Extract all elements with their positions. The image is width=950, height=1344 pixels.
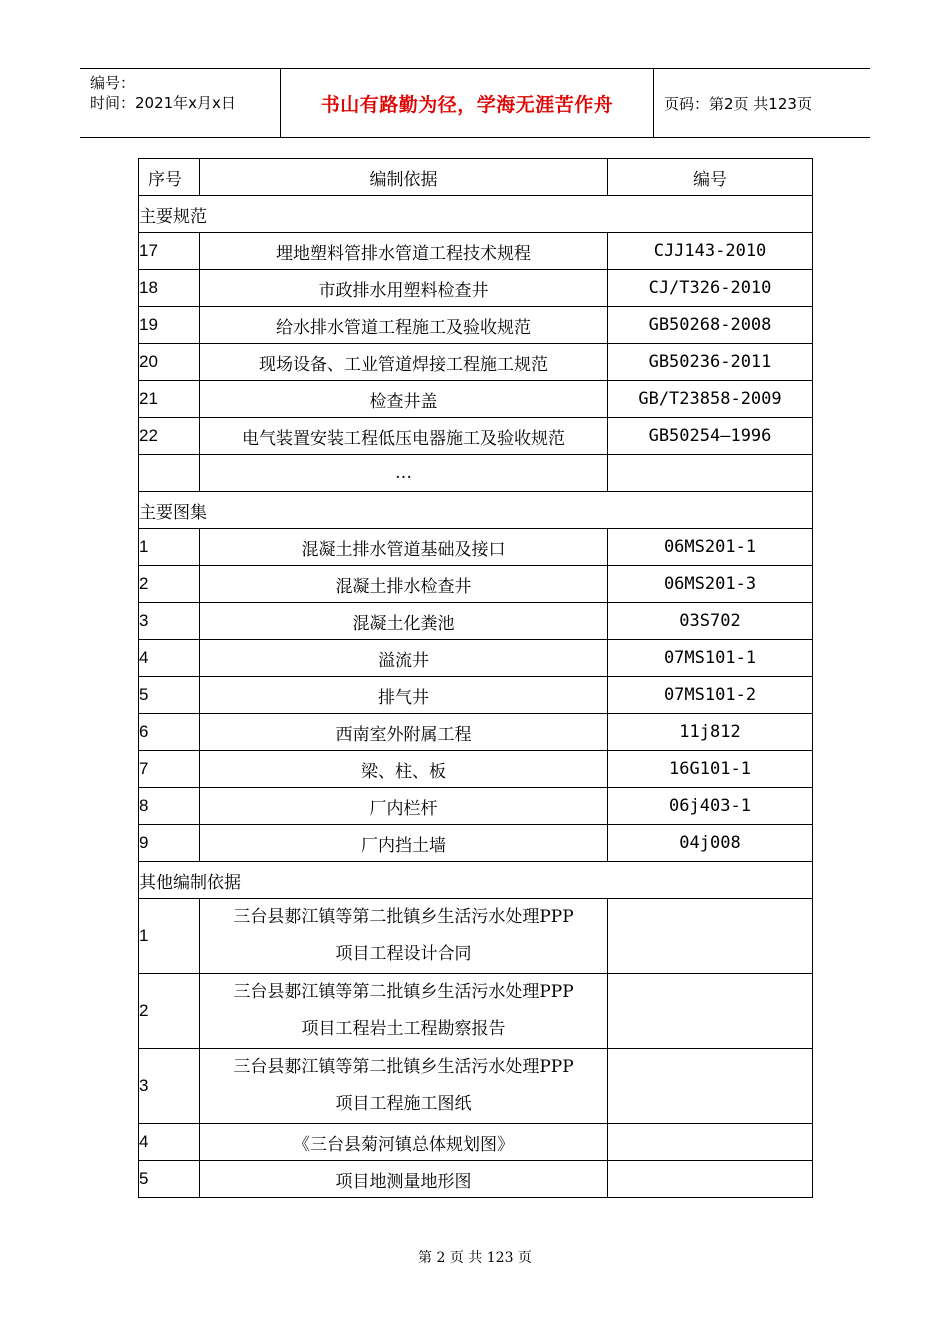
row-name: 混凝土化粪池 (200, 603, 608, 640)
header-page-info: 页码：第2页 共123页 (664, 94, 812, 113)
row-number: 9 (139, 825, 200, 862)
row-name-line1: 三台县郪江镇等第二批镇乡生活污水处理PPP (233, 982, 574, 1002)
table-row (139, 640, 813, 677)
section-title-atlases: 主要图集 (139, 492, 813, 529)
row-number: 20 (139, 344, 200, 381)
table-row (139, 1124, 813, 1161)
table-row (139, 825, 813, 862)
section-row (139, 492, 813, 529)
table-row (139, 566, 813, 603)
section-title-standards: 主要规范 (139, 196, 813, 233)
row-number (139, 455, 200, 492)
row-number: 2 (139, 974, 200, 1049)
row-name: 给水排水管道工程施工及验收规范 (200, 307, 608, 344)
row-name-line2: 项目工程岩土工程勘察报告 (301, 1019, 506, 1039)
section-title-other: 其他编制依据 (139, 862, 813, 899)
row-name: 现场设备、工业管道焊接工程施工规范 (200, 344, 608, 381)
row-number: 21 (139, 381, 200, 418)
row-name: 混凝土排水检查井 (200, 566, 608, 603)
row-code: 07MS101-2 (608, 677, 813, 714)
row-code (608, 1124, 813, 1161)
column-header-number: 序号 (139, 159, 200, 196)
row-name: 厂内挡土墙 (200, 825, 608, 862)
row-code (608, 455, 813, 492)
row-ellipsis: … (200, 455, 608, 492)
row-name: 《三台县菊河镇总体规划图》 (200, 1124, 608, 1161)
row-name-line2: 项目工程设计合同 (335, 944, 472, 964)
row-code: 11j812 (608, 714, 813, 751)
row-code: 03S702 (608, 603, 813, 640)
row-code: 06j403-1 (608, 788, 813, 825)
page-header (80, 68, 870, 138)
section-row (139, 196, 813, 233)
table-row (139, 899, 813, 974)
table-row (139, 603, 813, 640)
table-row (139, 677, 813, 714)
row-code: 06MS201-1 (608, 529, 813, 566)
row-number: 4 (139, 640, 200, 677)
row-name: 埋地塑料管排水管道工程技术规程 (200, 233, 608, 270)
row-name: 排气井 (200, 677, 608, 714)
row-name: 梁、柱、板 (200, 751, 608, 788)
page-footer: 第 2 页 共 123 页 (418, 1250, 532, 1266)
document-number-label: 编号： (90, 74, 136, 92)
column-header-basis: 编制依据 (200, 159, 608, 196)
row-number: 4 (139, 1124, 200, 1161)
table-row (139, 974, 813, 1049)
header-motto: 书山有路勤为径，学海无涯苦作舟 (281, 69, 654, 137)
row-name: 西南室外附属工程 (200, 714, 608, 751)
table-row (139, 344, 813, 381)
row-code (608, 1161, 813, 1198)
row-number: 1 (139, 899, 200, 974)
row-number: 2 (139, 566, 200, 603)
row-code: 06MS201-3 (608, 566, 813, 603)
row-number: 19 (139, 307, 200, 344)
table-row (139, 788, 813, 825)
table-row (139, 1049, 813, 1124)
row-name (200, 974, 608, 1049)
table-row (139, 307, 813, 344)
row-code: CJ/T326-2010 (608, 270, 813, 307)
row-name (200, 899, 608, 974)
row-code (608, 1049, 813, 1124)
table-header-row (139, 159, 813, 196)
document-date: 时间：2021年x月x日 (90, 94, 236, 112)
table-row (139, 381, 813, 418)
row-number: 18 (139, 270, 200, 307)
row-name-line2: 项目工程施工图纸 (335, 1094, 472, 1114)
row-name: 检查井盖 (200, 381, 608, 418)
row-code: CJJ143-2010 (608, 233, 813, 270)
row-code: GB50254—1996 (608, 418, 813, 455)
row-name: 电气装置安装工程低压电器施工及验收规范 (200, 418, 608, 455)
row-name: 项目地测量地形图 (200, 1161, 608, 1198)
row-code (608, 974, 813, 1049)
row-name: 厂内栏杆 (200, 788, 608, 825)
row-name: 混凝土排水管道基础及接口 (200, 529, 608, 566)
compilation-basis-table (138, 158, 813, 1198)
row-code: GB50236-2011 (608, 344, 813, 381)
section-row (139, 862, 813, 899)
row-number: 3 (139, 1049, 200, 1124)
row-name: 市政排水用塑料检查井 (200, 270, 608, 307)
table-row (139, 455, 813, 492)
table-row (139, 233, 813, 270)
row-number: 1 (139, 529, 200, 566)
table-row (139, 529, 813, 566)
table-row (139, 1161, 813, 1198)
row-code: GB/T23858-2009 (608, 381, 813, 418)
row-number: 3 (139, 603, 200, 640)
row-name-line1: 三台县郪江镇等第二批镇乡生活污水处理PPP (233, 1057, 574, 1077)
row-code: 07MS101-1 (608, 640, 813, 677)
row-code: 04j008 (608, 825, 813, 862)
row-code: 16G101-1 (608, 751, 813, 788)
row-name: 溢流井 (200, 640, 608, 677)
row-code (608, 899, 813, 974)
row-name-line1: 三台县郪江镇等第二批镇乡生活污水处理PPP (233, 907, 574, 927)
row-name (200, 1049, 608, 1124)
row-number: 17 (139, 233, 200, 270)
row-number: 7 (139, 751, 200, 788)
table-row (139, 418, 813, 455)
column-header-code: 编号 (608, 159, 813, 196)
table-row (139, 714, 813, 751)
row-number: 22 (139, 418, 200, 455)
row-number: 6 (139, 714, 200, 751)
row-number: 5 (139, 677, 200, 714)
table-row (139, 751, 813, 788)
table-row (139, 270, 813, 307)
row-number: 8 (139, 788, 200, 825)
header-meta (80, 69, 281, 137)
row-code: GB50268-2008 (608, 307, 813, 344)
row-number: 5 (139, 1161, 200, 1198)
